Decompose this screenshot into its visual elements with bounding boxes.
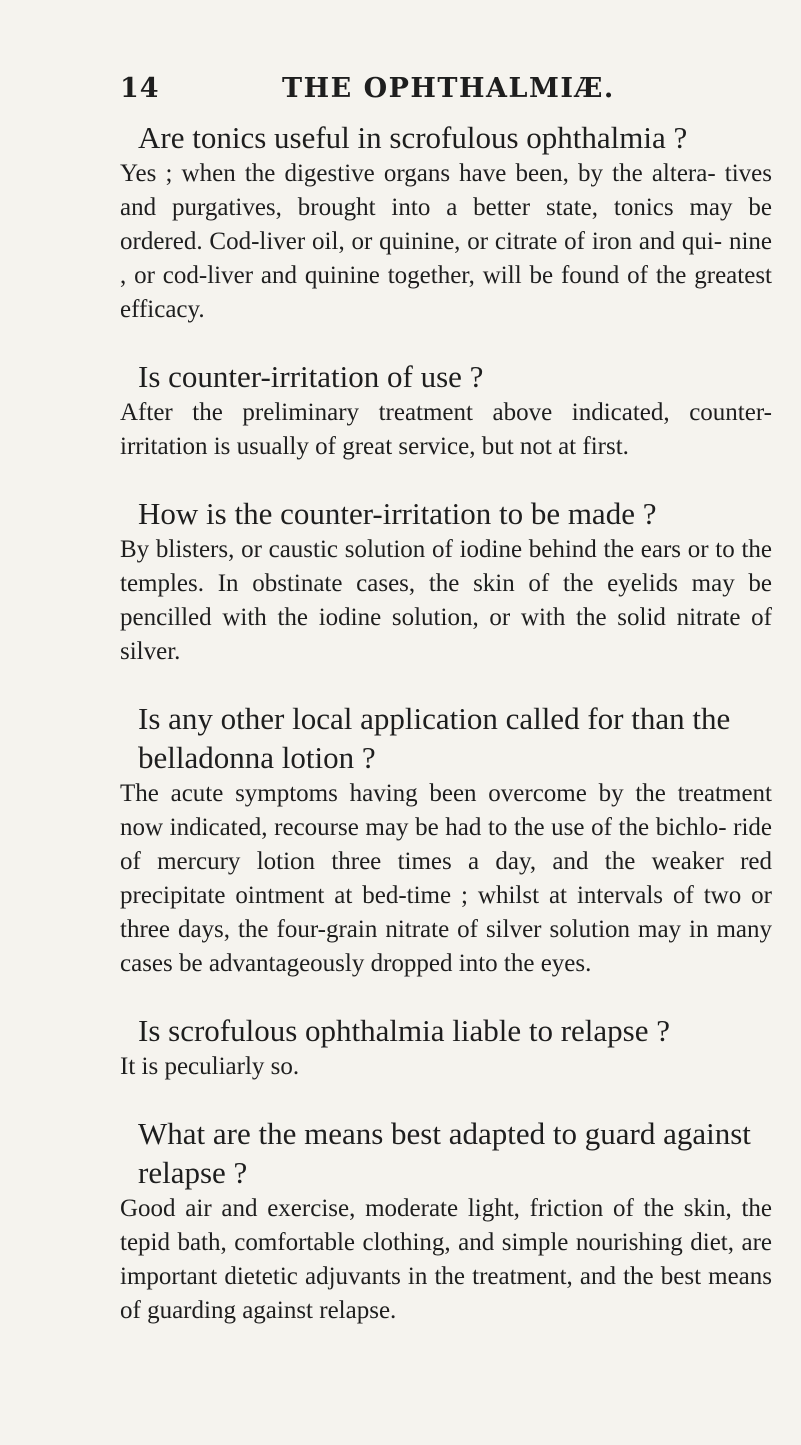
- question-heading: Is any other local application called for than the belladonna lotion ?: [138, 701, 731, 775]
- answer-paragraph: Good air and exercise, moderate light, friction of the skin, the tepid bath, comfortable clothing, and simple nourishing diet, are important dietetic adjuvants in the treatment, and the best means of guarding against relapse.: [120, 1195, 772, 1324]
- answer-paragraph: It is peculiarly so.: [120, 1053, 300, 1080]
- page-number: 14: [120, 73, 160, 104]
- question-heading: Is counter-irritation of use ?: [138, 359, 484, 394]
- qa-section-counter-irritation: [120, 357, 772, 464]
- question-heading: How is the counter-irritation to be made ?: [138, 496, 657, 531]
- running-head: [120, 72, 772, 106]
- qa-section-tonics: [120, 118, 772, 327]
- qa-section-guard-relapse: [120, 1114, 772, 1328]
- question-heading: Are tonics useful in scrofulous ophthalmia ?: [138, 120, 688, 155]
- answer-paragraph: The acute symptoms having been overcome by the treatment now indicated, recourse may be had to the use of the bichlo- ride of mercury lotion three times a day, and the weaker red precipitate ointment at bed-time ; whilst at intervals of two or three days, the four-grain nitrate of silver solution may in many cases be advantageously dropped into the eyes.: [120, 780, 772, 977]
- page-body: [120, 118, 772, 1358]
- question-heading: Is scrofulous ophthalmia liable to relapse ?: [138, 1013, 671, 1048]
- question-heading: What are the means best adapted to guard against relapse ?: [138, 1116, 751, 1190]
- qa-section-counter-irritation-method: [120, 494, 772, 669]
- answer-paragraph: By blisters, or caustic solution of iodine behind the ears or to the temples. In obstinate cases, the skin of the eyelids may be pencilled with the iodine solution, or with the solid nitrate of silver.: [120, 536, 772, 665]
- qa-section-local-application: [120, 699, 772, 981]
- answer-paragraph: Yes ; when the digestive organs have been, by the altera- tives and purgatives, brought into a better state, tonics may be ordered. Cod-liver oil, or quinine, or citrate of iron and qui- nine , or cod-liver and quinine together, will be found of the greatest efficacy.: [120, 160, 772, 323]
- running-title: THE OPHTHALMIÆ.: [282, 73, 615, 104]
- answer-paragraph: After the preliminary treatment above indicated, counter- irritation is usually of great service, but not at first.: [120, 399, 772, 460]
- qa-section-relapse: [120, 1011, 772, 1084]
